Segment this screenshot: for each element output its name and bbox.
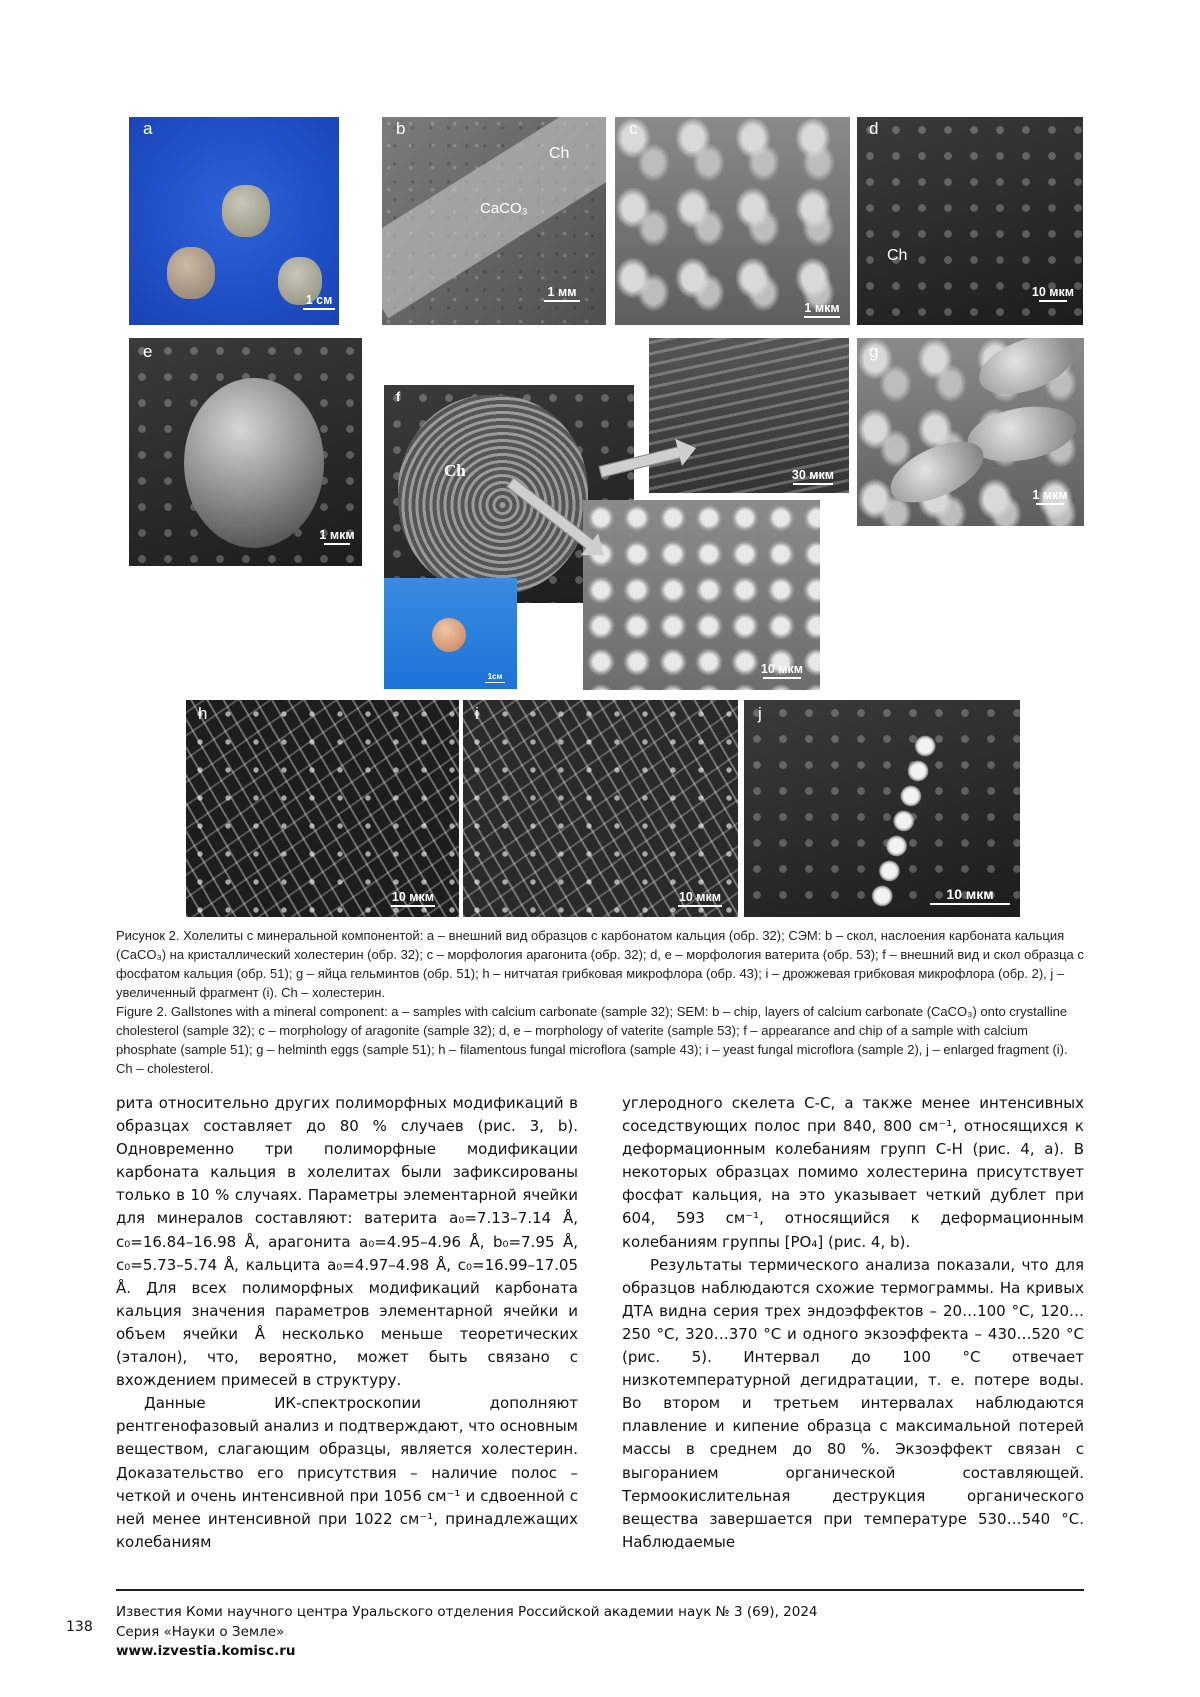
scale-label: 10 мкм	[946, 886, 994, 902]
panel-i-sem	[463, 700, 738, 917]
panel-label: b	[396, 119, 406, 138]
scale-bar	[315, 528, 359, 545]
scale-bar	[671, 890, 729, 907]
scale-label: 10 мкм	[760, 662, 804, 676]
journal-title: Известия Коми научного центра Уральского отделения Российской академии наук № 3 (69), 2024	[116, 1604, 818, 1620]
panel-label: c	[629, 119, 638, 138]
panel-label: h	[198, 704, 208, 723]
panel-h-sem	[186, 700, 459, 917]
panel-j-sem	[744, 700, 1020, 917]
paragraph: Данные ИК-спектроскопии дополняют рентгенофазовый анализ и подтверждают, что основным веществом, слагающим образцы, является холестерин. Доказательство его присутствия – наличие полос – четкой и очень интенсивной при 1056 см⁻¹ и сдвоенной с ней менее интенсивной при 1022 см⁻¹, принадлежащих колебаниям	[116, 1394, 578, 1551]
scale-bar	[1027, 488, 1073, 505]
panel-g-sem	[857, 338, 1084, 526]
cholesterol-label: Ch	[887, 247, 908, 264]
scale-bar	[537, 285, 587, 302]
scale-bar	[785, 468, 841, 485]
panel-label: j	[758, 704, 762, 723]
stone-chip	[398, 395, 588, 595]
scale-label: 30 мкм	[791, 468, 835, 482]
paragraph: рита относительно других полиморфных модификаций в образцах составляет до 80 % случаев (рис. 3, b). Одновременно три полиморфные модификации карбоната кальция в холелитах были зафиксированы только в 10 % случаях. Параметры элементарной ячейки для минералов составляют: ватерита a₀=7.13–7.14 Å, c₀=16.84–16.98 Å, арагонита a₀=4.95–4.96 Å, b₀=7.95 Å, c₀=5.73–5.74 Å, кальцита a₀=4.97–4.98 Å, c₀=16.99–17.05 Å. Для всех полиморфных модификаций карбоната кальция значения параметров элементарной ячейки и объем ячейки Å несколько меньше теоретических (эталон), что, вероятно, может быть связано с вхождением примесей в структуру.	[116, 1094, 578, 1390]
scale-label: 1 мм	[547, 285, 577, 299]
panel-label: g	[869, 342, 879, 361]
page-number: 138	[66, 1619, 93, 1635]
yeast-chain	[868, 730, 941, 910]
gallstone	[167, 247, 215, 299]
vaterite-sphere	[184, 378, 324, 548]
scale-label: 1 мкм	[319, 528, 355, 542]
cholesterol-label: Ch	[549, 145, 570, 162]
panel-label: e	[143, 342, 153, 361]
figure-caption-en: Figure 2. Gallstones with a mineral component: a – samples with calcium carbonate (sample 32); SEM: b – chip, layers of calcium carbonate (CaCO₃) onto crystalline cholesterol (sample 32); c – morphology of aragonite (sample 32); d, e – morphology of vaterite (sample 53); f – appearance and chip of a sample with calcium phosphate (sample 51); g – helminth eggs (sample 51); h – filamentous fungal microflora (sample 43); i – yeast fungal microflora (sample 2), j – enlarged fragment (i). Ch – cholesterol.	[116, 1004, 1068, 1076]
panel-a-photo	[129, 117, 339, 325]
cholesterol-label: Ch	[444, 461, 466, 480]
caco3-label: CaCO₃	[480, 200, 528, 217]
panel-f-magnified-top	[649, 338, 849, 493]
scale-bar	[482, 672, 508, 683]
panel-label: a	[143, 119, 153, 138]
helminth-egg	[971, 338, 1082, 406]
figure-caption-ru: Рисунок 2. Холелиты с минеральной компонентой: a – внешний вид образцов с карбонатом кальция (обр. 32); СЭМ: b – скол, наслоения карбоната кальция (CaCO₃) на кристаллический холестерин (обр. 32); c – морфология арагонита (обр. 32); d, e – морфология ватерита (обр. 53); f – внешний вид и скол образца с фосфатом кальция (обр. 51); g – яйца гельминтов (обр. 51); h – нитчатая грибковая микрофлора (обр. 43); i – дрожжевая грибковая микрофлора (обр. 2), j – увеличенный фрагмент (i). Ch – холестерин.	[116, 928, 1084, 1000]
body-column-right	[622, 1092, 1084, 1554]
journal-footer	[116, 1603, 818, 1662]
paragraph: Результаты термического анализа показали, что для образцов наблюдаются схожие термограммы. На кривых ДТА видна серия трех эндоэффектов – 20…100 °С, 120…250 °С, 320…370 °С и одного экзоэффекта – 430…520 °С (рис. 5). Интервал до 100 °С отвечает низкотемпературной дегидратации, т. е. потере воды. Во втором и третьем интервалах наблюдаются плавление и кипение образца с максимальной потерей массы в среднем до 80 %. Экзоэффект связан с выгоранием органической составляющей. Термоокислительная деструкция органического вещества завершается при температуре 530…540 °С. Наблюдаемые	[622, 1255, 1084, 1551]
panel-e-sem	[129, 338, 362, 566]
paragraph: углеродного скелета С-С, а также менее интенсивных соседствующих полос при 840, 800 см⁻¹, относящихся к деформационным колебаниям групп С-Н (рис. 4, a). В некоторых образцах помимо холестерина присутствует фосфат кальция, на это указывает четкий дублет при 604, 593 см⁻¹, относящийся к деформационным колебаниям группы [PO₄] (рис. 4, b).	[622, 1094, 1084, 1251]
scale-bar	[930, 886, 1010, 905]
scale-bar	[299, 293, 339, 310]
scale-label: 10 мкм	[391, 890, 435, 904]
journal-url[interactable]: www.izvestia.komisc.ru	[116, 1643, 296, 1659]
scale-bar	[384, 890, 442, 907]
scale-label: 10 мкм	[1031, 285, 1075, 299]
panel-c-sem	[615, 117, 850, 325]
gallstone	[222, 185, 270, 237]
scale-bar	[800, 301, 844, 318]
scale-bar	[1029, 285, 1077, 302]
scale-label: 1 мкм	[804, 301, 840, 315]
panel-label: f	[396, 389, 401, 404]
panel-label: d	[869, 119, 879, 138]
scale-label: 1 см	[305, 293, 333, 307]
gallstone	[432, 618, 466, 652]
scale-label: 1 мкм	[1032, 488, 1068, 502]
panel-f-photo	[384, 578, 517, 689]
panel-label: i	[475, 704, 479, 723]
footer-rule	[116, 1589, 1084, 1591]
panel-f-magnified-bottom	[583, 500, 820, 690]
scale-bar	[755, 662, 809, 679]
scale-label: 10 мкм	[678, 890, 722, 904]
body-column-left	[116, 1092, 578, 1554]
scale-label: 1см	[487, 672, 503, 681]
journal-series: Серия «Науки о Земле»	[116, 1623, 285, 1640]
panel-b-sem	[382, 117, 606, 325]
panel-d-sem	[857, 117, 1083, 325]
